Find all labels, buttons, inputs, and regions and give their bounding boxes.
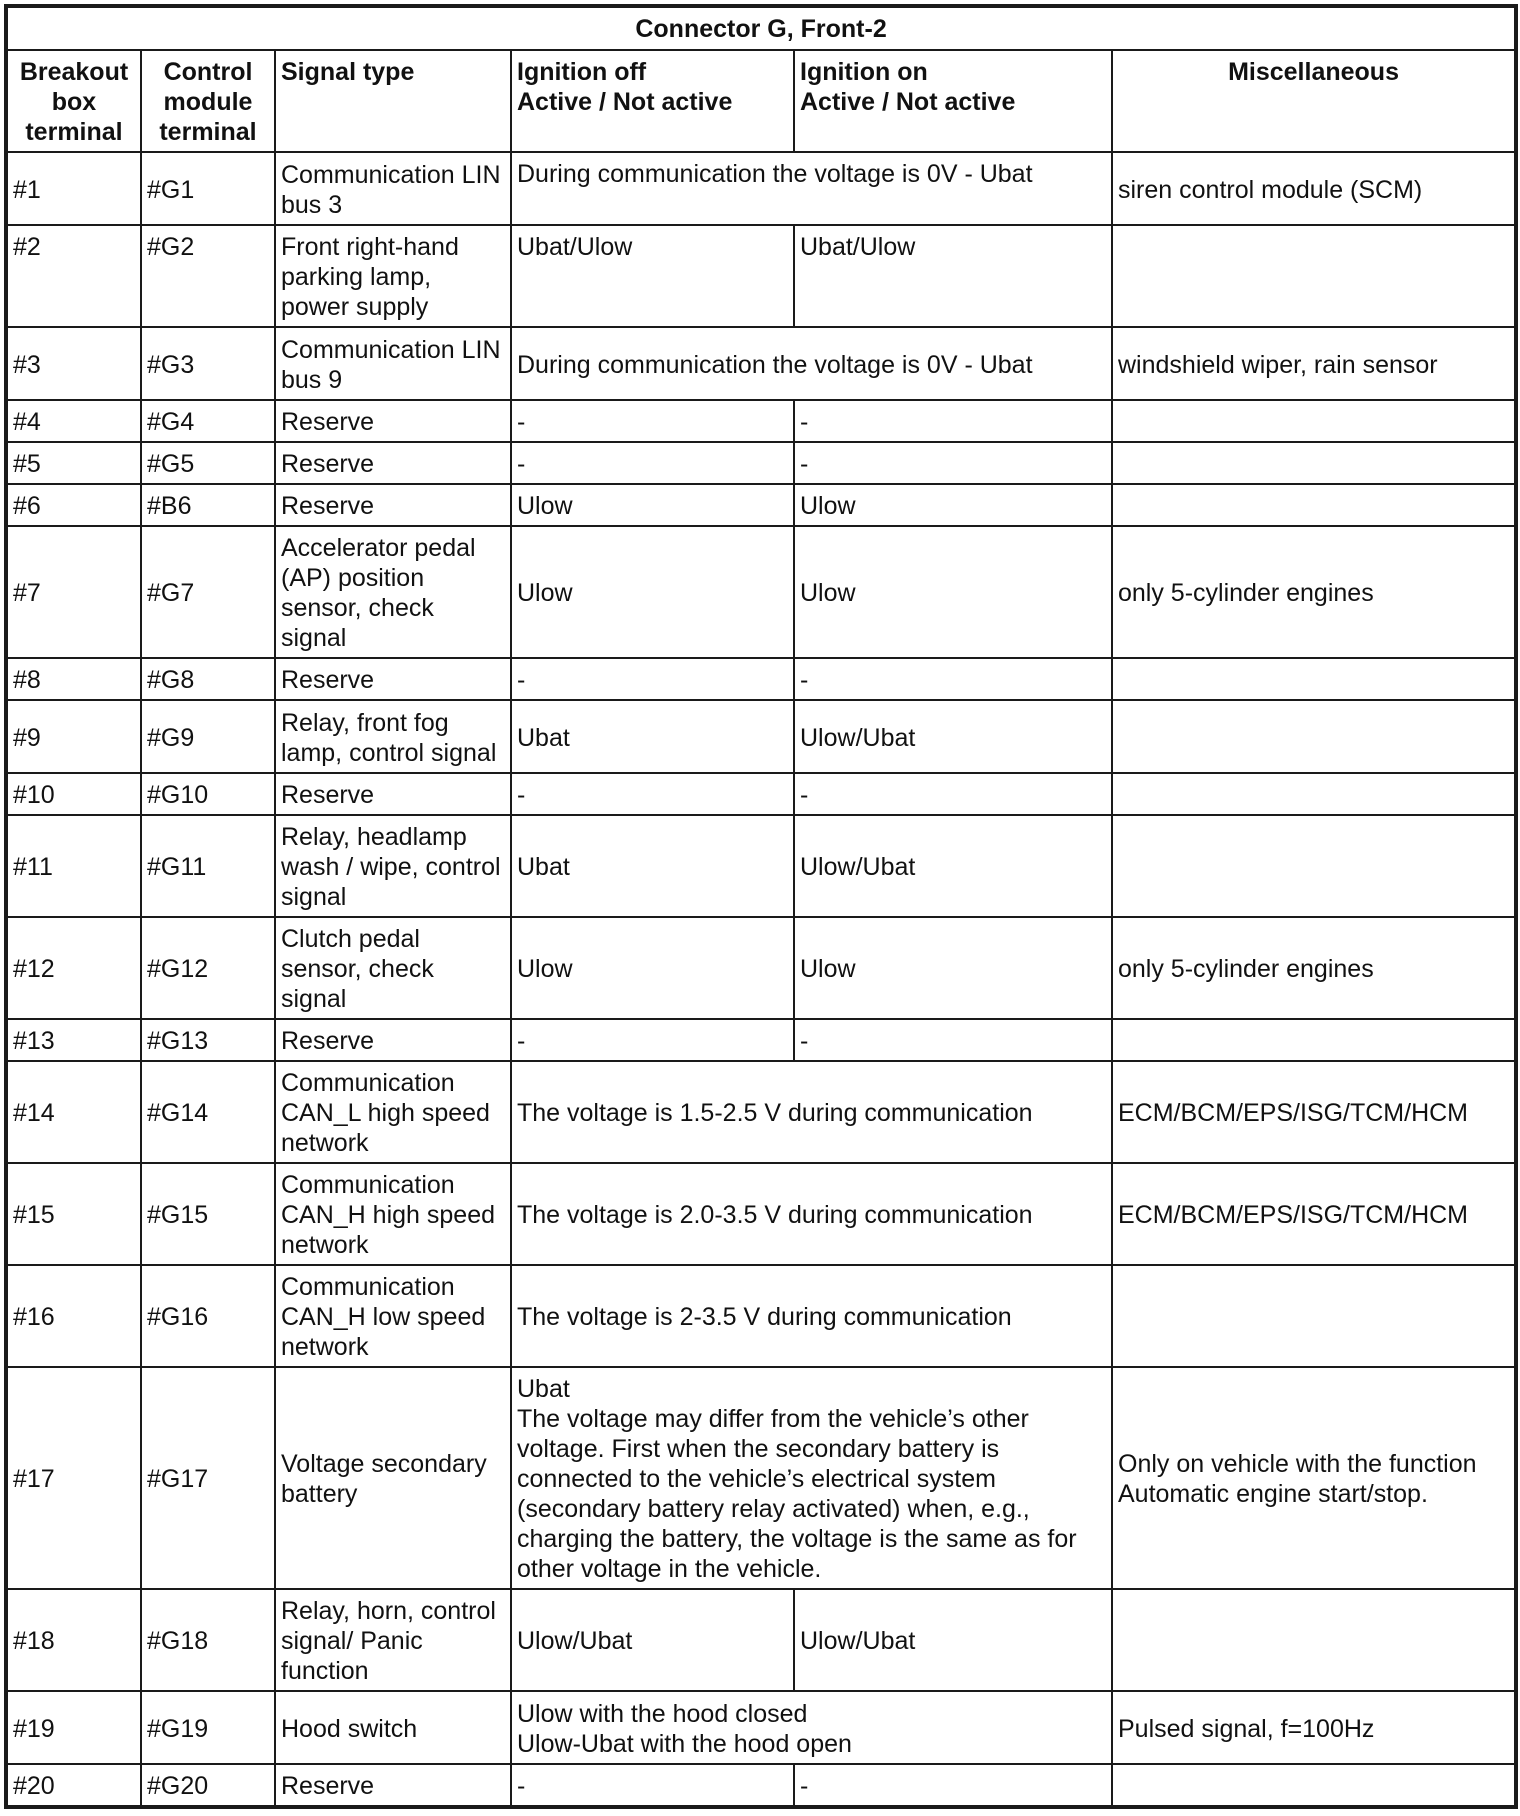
signal-type-cell: Accelerator pedal (AP) position sensor, check signal [275, 526, 511, 658]
ignition-on-cell: - [794, 1764, 1112, 1807]
ignition-off-cell: - [511, 442, 794, 484]
table-row [6, 700, 1516, 773]
miscellaneous-cell [1112, 773, 1516, 815]
miscellaneous-cell [1112, 700, 1516, 773]
breakout-terminal-cell: #16 [6, 1265, 141, 1367]
miscellaneous-cell: Only on vehicle with the function Automatic engine start/stop. [1112, 1367, 1516, 1589]
ignition-on-cell: Ulow/Ubat [794, 815, 1112, 917]
control-terminal-cell: #G20 [141, 1764, 275, 1807]
miscellaneous-cell [1112, 225, 1516, 327]
control-terminal-cell: #G7 [141, 526, 275, 658]
signal-type-cell: Reserve [275, 484, 511, 526]
control-terminal-cell: #G17 [141, 1367, 275, 1589]
table-row [6, 442, 1516, 484]
breakout-terminal-cell: #14 [6, 1061, 141, 1163]
table-row [6, 327, 1516, 400]
breakout-terminal-cell: #15 [6, 1163, 141, 1265]
ignition-voltage-cell: Ubat The voltage may differ from the vehicle’s other voltage. First when the secondary battery is connected to the vehicle’s electrical system (secondary battery relay activated) when, e.g., charging the battery, the voltage is the same as for other voltage in the vehicle. [511, 1367, 1112, 1589]
control-terminal-cell: #G2 [141, 225, 275, 327]
control-terminal-cell: #G11 [141, 815, 275, 917]
ignition-off-cell: Ulow [511, 917, 794, 1019]
table-row [6, 1163, 1516, 1265]
table-row [6, 1764, 1516, 1807]
table-row [6, 1589, 1516, 1691]
ignition-on-cell: - [794, 1019, 1112, 1061]
table-row [6, 526, 1516, 658]
miscellaneous-cell: only 5-cylinder engines [1112, 526, 1516, 658]
ignition-off-cell: - [511, 1019, 794, 1061]
control-terminal-cell: #G5 [141, 442, 275, 484]
ignition-off-cell: Ulow [511, 484, 794, 526]
ignition-on-cell: Ulow [794, 526, 1112, 658]
connector-table [4, 4, 1518, 1809]
breakout-terminal-cell: #13 [6, 1019, 141, 1061]
table-title: Connector G, Front-2 [6, 6, 1516, 50]
signal-type-cell: Clutch pedal sensor, check signal [275, 917, 511, 1019]
table-row [6, 1367, 1516, 1589]
table-row [6, 1019, 1516, 1061]
ignition-off-cell: - [511, 400, 794, 442]
ignition-on-cell: - [794, 442, 1112, 484]
table-row [6, 917, 1516, 1019]
miscellaneous-cell: only 5-cylinder engines [1112, 917, 1516, 1019]
header-breakout-box-terminal: Breakout box terminal [6, 50, 141, 152]
ignition-off-cell: - [511, 658, 794, 700]
signal-type-cell: Reserve [275, 773, 511, 815]
miscellaneous-cell: ECM/BCM/EPS/ISG/TCM/HCM [1112, 1061, 1516, 1163]
table-row [6, 1691, 1516, 1764]
control-terminal-cell: #G14 [141, 1061, 275, 1163]
miscellaneous-cell [1112, 1019, 1516, 1061]
ignition-on-cell: Ulow [794, 484, 1112, 526]
signal-type-cell: Reserve [275, 400, 511, 442]
breakout-terminal-cell: #9 [6, 700, 141, 773]
signal-type-cell: Relay, headlamp wash / wipe, control signal [275, 815, 511, 917]
ignition-off-cell: - [511, 773, 794, 815]
breakout-terminal-cell: #2 [6, 225, 141, 327]
miscellaneous-cell [1112, 442, 1516, 484]
ignition-on-cell: - [794, 773, 1112, 815]
breakout-terminal-cell: #6 [6, 484, 141, 526]
ignition-off-cell: - [511, 1764, 794, 1807]
ignition-on-cell: - [794, 658, 1112, 700]
table-title-row [6, 6, 1516, 50]
signal-type-cell: Communication LIN bus 9 [275, 327, 511, 400]
miscellaneous-cell [1112, 1764, 1516, 1807]
ignition-on-cell: - [794, 400, 1112, 442]
control-terminal-cell: #G10 [141, 773, 275, 815]
miscellaneous-cell [1112, 1265, 1516, 1367]
control-terminal-cell: #G3 [141, 327, 275, 400]
signal-type-cell: Reserve [275, 442, 511, 484]
signal-type-cell: Front right-hand parking lamp, power supply [275, 225, 511, 327]
ignition-voltage-cell: Ulow with the hood closed Ulow-Ubat with the hood open [511, 1691, 1112, 1764]
ignition-on-cell: Ubat/Ulow [794, 225, 1112, 327]
ignition-off-cell: Ulow [511, 526, 794, 658]
table-row [6, 400, 1516, 442]
breakout-terminal-cell: #5 [6, 442, 141, 484]
table-row [6, 773, 1516, 815]
breakout-terminal-cell: #7 [6, 526, 141, 658]
miscellaneous-cell: ECM/BCM/EPS/ISG/TCM/HCM [1112, 1163, 1516, 1265]
signal-type-cell: Communication CAN_H low speed network [275, 1265, 511, 1367]
breakout-terminal-cell: #20 [6, 1764, 141, 1807]
ignition-voltage-cell: During communication the voltage is 0V - Ubat [511, 152, 1112, 225]
breakout-terminal-cell: #8 [6, 658, 141, 700]
signal-type-cell: Hood switch [275, 1691, 511, 1764]
table-row [6, 1061, 1516, 1163]
breakout-terminal-cell: #12 [6, 917, 141, 1019]
table-body [6, 152, 1516, 1807]
ignition-on-cell: Ulow [794, 917, 1112, 1019]
ignition-voltage-cell: The voltage is 2.0-3.5 V during communication [511, 1163, 1112, 1265]
ignition-off-cell: Ubat/Ulow [511, 225, 794, 327]
miscellaneous-cell [1112, 484, 1516, 526]
breakout-terminal-cell: #10 [6, 773, 141, 815]
table-header-row [6, 50, 1516, 152]
breakout-terminal-cell: #11 [6, 815, 141, 917]
signal-type-cell: Communication LIN bus 3 [275, 152, 511, 225]
ignition-off-cell: Ulow/Ubat [511, 1589, 794, 1691]
header-ignition-off: Ignition off Active / Not active [511, 50, 794, 152]
ignition-off-cell: Ubat [511, 815, 794, 917]
signal-type-cell: Relay, horn, control signal/ Panic function [275, 1589, 511, 1691]
table-row [6, 152, 1516, 225]
control-terminal-cell: #G13 [141, 1019, 275, 1061]
signal-type-cell: Voltage secondary battery [275, 1367, 511, 1589]
control-terminal-cell: #B6 [141, 484, 275, 526]
table-row [6, 658, 1516, 700]
miscellaneous-cell [1112, 400, 1516, 442]
table-row [6, 484, 1516, 526]
header-miscellaneous: Miscellaneous [1112, 50, 1516, 152]
header-ignition-on: Ignition on Active / Not active [794, 50, 1112, 152]
signal-type-cell: Communication CAN_H high speed network [275, 1163, 511, 1265]
connector-table-document [4, 4, 1518, 1809]
breakout-terminal-cell: #17 [6, 1367, 141, 1589]
header-control-module-terminal: Control module terminal [141, 50, 275, 152]
control-terminal-cell: #G15 [141, 1163, 275, 1265]
control-terminal-cell: #G12 [141, 917, 275, 1019]
signal-type-cell: Reserve [275, 1019, 511, 1061]
breakout-terminal-cell: #1 [6, 152, 141, 225]
breakout-terminal-cell: #4 [6, 400, 141, 442]
miscellaneous-cell: siren control module (SCM) [1112, 152, 1516, 225]
ignition-off-cell: Ubat [511, 700, 794, 773]
breakout-terminal-cell: #19 [6, 1691, 141, 1764]
breakout-terminal-cell: #18 [6, 1589, 141, 1691]
table-row [6, 225, 1516, 327]
breakout-terminal-cell: #3 [6, 327, 141, 400]
signal-type-cell: Communication CAN_L high speed network [275, 1061, 511, 1163]
control-terminal-cell: #G1 [141, 152, 275, 225]
table-row [6, 815, 1516, 917]
ignition-on-cell: Ulow/Ubat [794, 1589, 1112, 1691]
control-terminal-cell: #G4 [141, 400, 275, 442]
control-terminal-cell: #G8 [141, 658, 275, 700]
ignition-on-cell: Ulow/Ubat [794, 700, 1112, 773]
miscellaneous-cell [1112, 658, 1516, 700]
control-terminal-cell: #G19 [141, 1691, 275, 1764]
signal-type-cell: Reserve [275, 658, 511, 700]
signal-type-cell: Reserve [275, 1764, 511, 1807]
header-signal-type: Signal type [275, 50, 511, 152]
control-terminal-cell: #G18 [141, 1589, 275, 1691]
table-row [6, 1265, 1516, 1367]
miscellaneous-cell: windshield wiper, rain sensor [1112, 327, 1516, 400]
control-terminal-cell: #G16 [141, 1265, 275, 1367]
miscellaneous-cell [1112, 1589, 1516, 1691]
miscellaneous-cell: Pulsed signal, f=100Hz [1112, 1691, 1516, 1764]
signal-type-cell: Relay, front fog lamp, control signal [275, 700, 511, 773]
miscellaneous-cell [1112, 815, 1516, 917]
ignition-voltage-cell: The voltage is 1.5-2.5 V during communication [511, 1061, 1112, 1163]
control-terminal-cell: #G9 [141, 700, 275, 773]
ignition-voltage-cell: During communication the voltage is 0V - Ubat [511, 327, 1112, 400]
ignition-voltage-cell: The voltage is 2-3.5 V during communication [511, 1265, 1112, 1367]
